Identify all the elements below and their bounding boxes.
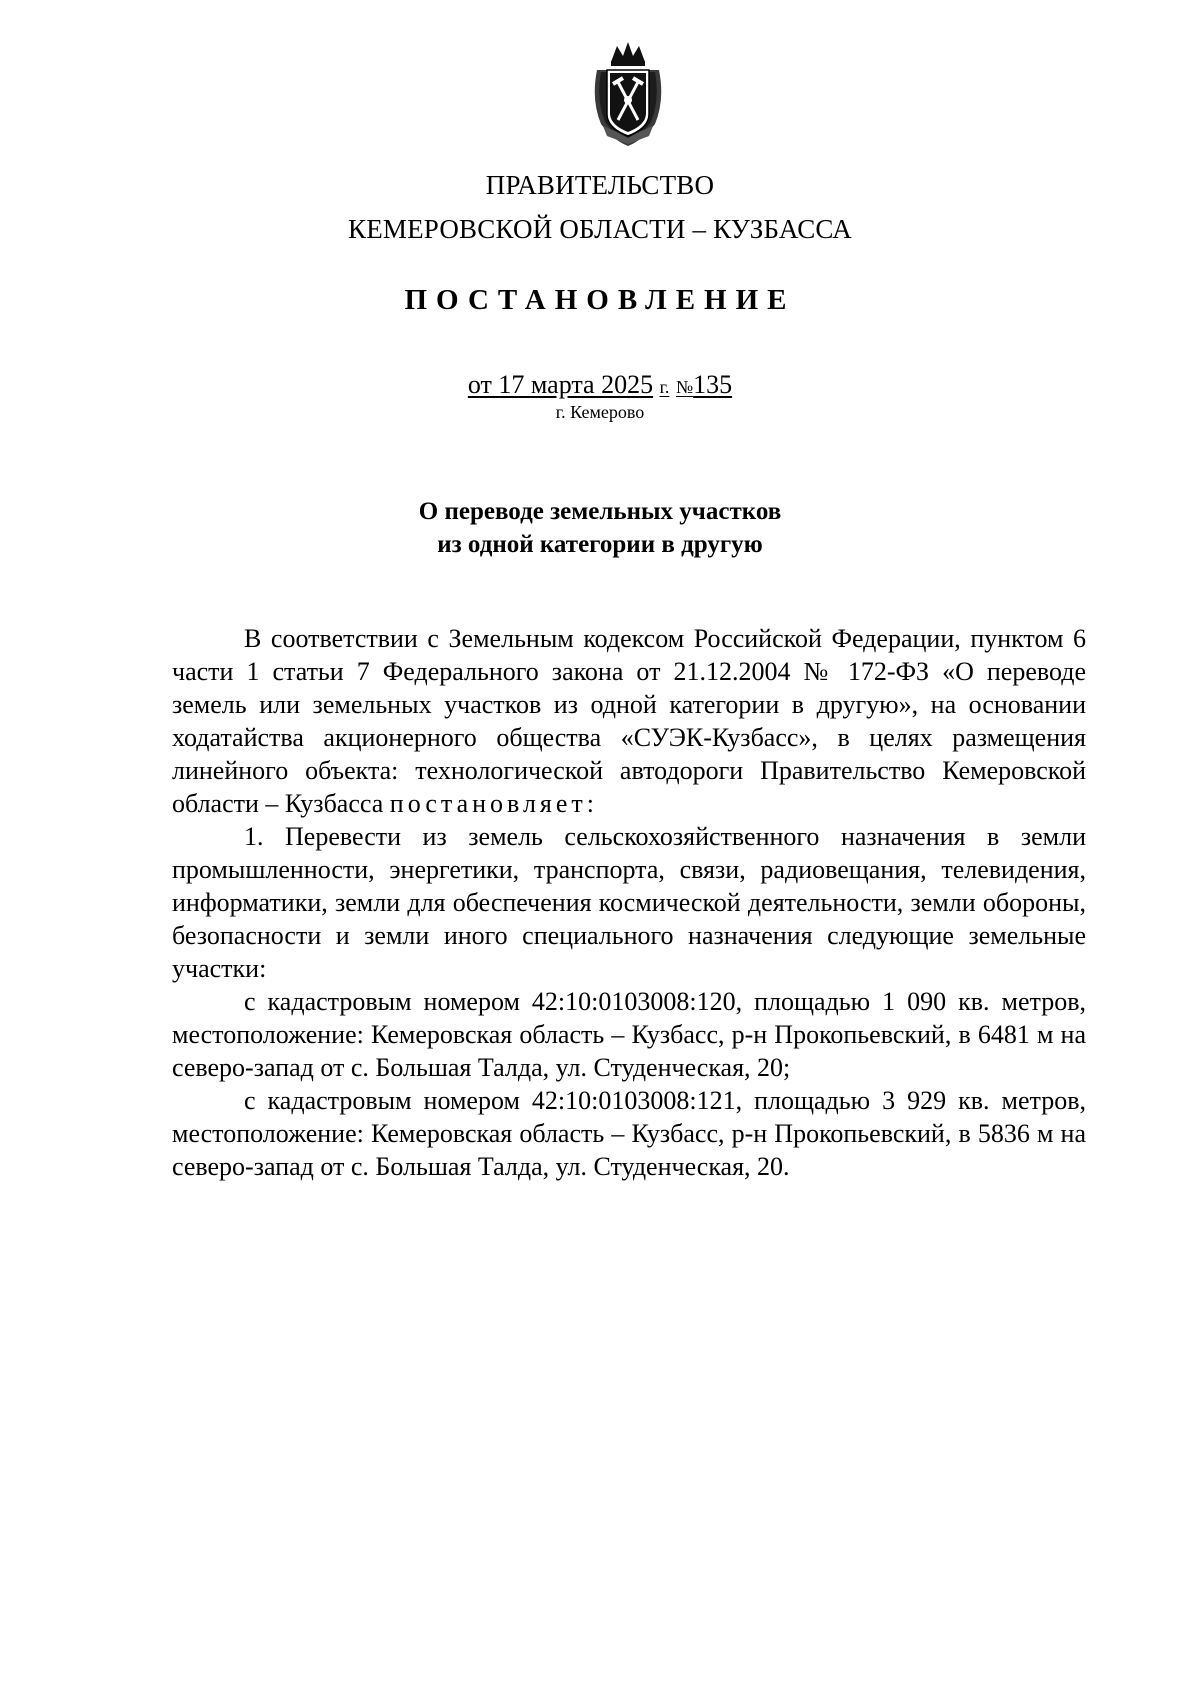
document-number: 135 <box>693 370 733 399</box>
preamble-text: В соответствии с Земельным кодексом Российской Федерации, пунктом 6 части 1 статьи 7 Федерального закона от 21.12.2004 № 172-ФЗ «О переводе земель или земельных участков из одной категории в другую», на основании ходатайства акционерного общества «СУЭК-Кузбасс», в целях размещения линейного объекта: технологической автодороги Правительство Кемеровской области – Кузбасса <box>172 624 1086 818</box>
document-body <box>172 622 1086 1183</box>
preamble-paragraph <box>172 622 1086 820</box>
document-city: г. Кемерово <box>555 402 645 422</box>
date-number-line <box>0 370 1200 402</box>
document-title-line1: О переводе земельных участков <box>418 498 782 525</box>
year-suffix: г. <box>659 377 670 397</box>
parcel-2-paragraph: с кадастровым номером 42:10:0103008:121, площадью 3 929 кв. метров, местоположение: Кемеровская область – Кузбасс, р-н Прокопьевский, в 5836 м на северо-запад от с. Большая Талда, ул. Студенческая, 20. <box>172 1086 1086 1181</box>
document-type-heading: ПОСТАНОВЛЕНИЕ <box>404 284 796 316</box>
parcel-1-paragraph: с кадастровым номером 42:10:0103008:120, площадью 1 090 кв. метров, местоположение: Кемеровская область – Кузбасс, р-н Прокопьевский, в 6481 м на северо-запад от с. Большая Талда, ул. Студенческая, 20; <box>172 987 1086 1082</box>
item-1-paragraph: 1. Перевести из земель сельскохозяйственного назначения в земли промышленности, энергетики, транспорта, связи, радиовещания, телевидения, информатики, земли для обеспечения космической деятельности, земли обороны, безопасности и земли иного специального назначения следующие земельные участки: <box>172 822 1086 983</box>
document-title <box>0 495 1200 561</box>
organization-name-line1: ПРАВИТЕЛЬСТВО <box>485 170 715 200</box>
number-sign: № <box>675 377 694 397</box>
resolves-word: постановляет: <box>389 789 599 818</box>
document-date: от 17 марта 2025 <box>467 370 654 399</box>
kuzbass-coat-of-arms-icon <box>587 40 669 148</box>
organization-name-line2: КЕМЕРОВСКОЙ ОБЛАСТИ – КУЗБАССА <box>348 214 852 244</box>
document-title-line2: из одной категории в другую <box>437 531 763 558</box>
